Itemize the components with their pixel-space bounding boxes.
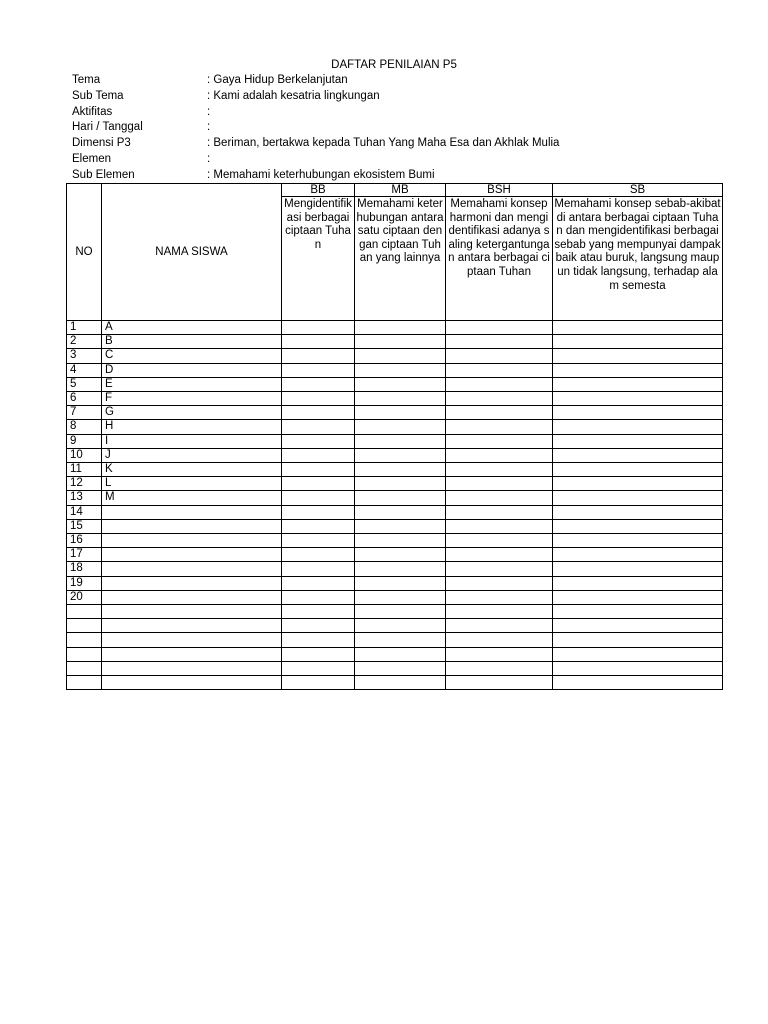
student-name — [102, 519, 282, 533]
student-name — [102, 619, 282, 633]
table-row — [67, 377, 723, 391]
row-number: 11 — [67, 463, 102, 477]
student-name: A — [102, 321, 282, 335]
level-description-sb: Memahami konsep sebab-akibat di antara berbagai ciptaan Tuhan dan mengidentifikasi berbagai sebab yang mempunyai dampak baik atau buruk, langsung maupun tidak langsung, terhadap alam semesta — [553, 197, 723, 321]
score-cell-bb[interactable] — [282, 633, 355, 647]
score-cell-mb[interactable] — [355, 519, 446, 533]
level-description-mb: Memahami keterhubungan antara satu ciptaan dengan ciptaan Tuhan yang lainnya — [355, 197, 446, 321]
score-cell-sb[interactable] — [553, 377, 723, 391]
level-code-bsh: BSH — [446, 184, 553, 197]
row-number — [67, 661, 102, 675]
score-cell-sb[interactable] — [553, 363, 723, 377]
meta-value: : Gaya Hidup Berkelanjutan — [207, 74, 348, 86]
score-cell-sb[interactable] — [553, 590, 723, 604]
score-cell-mb[interactable] — [355, 647, 446, 661]
score-cell-mb[interactable] — [355, 562, 446, 576]
score-cell-sb[interactable] — [553, 448, 723, 462]
score-cell-mb[interactable] — [355, 448, 446, 462]
student-name: K — [102, 463, 282, 477]
score-cell-bb[interactable] — [282, 363, 355, 377]
row-number: 12 — [67, 477, 102, 491]
score-cell-bb[interactable] — [282, 519, 355, 533]
table-row — [67, 434, 723, 448]
score-cell-mb[interactable] — [355, 477, 446, 491]
table-row — [67, 619, 723, 633]
student-name: C — [102, 349, 282, 363]
meta-row — [72, 105, 722, 121]
meta-value: : Kami adalah kesatria lingkungan — [207, 89, 380, 102]
student-rows — [67, 321, 723, 690]
score-cell-bb[interactable] — [282, 576, 355, 590]
meta-row — [72, 89, 722, 105]
table-row — [67, 448, 723, 462]
row-number: 2 — [67, 335, 102, 349]
row-number — [67, 647, 102, 661]
meta-info — [72, 73, 722, 184]
score-cell-bsh[interactable] — [446, 491, 553, 505]
student-name: B — [102, 335, 282, 349]
score-cell-mb[interactable] — [355, 576, 446, 590]
row-number: 3 — [67, 349, 102, 363]
meta-value: : — [207, 105, 211, 118]
row-number: 15 — [67, 519, 102, 533]
score-cell-mb[interactable] — [355, 491, 446, 505]
row-number: 17 — [67, 548, 102, 562]
score-cell-sb[interactable] — [553, 661, 723, 675]
meta-value: : — [207, 152, 211, 165]
score-cell-bsh[interactable] — [446, 590, 553, 604]
row-number: 14 — [67, 505, 102, 519]
row-number: 13 — [67, 491, 102, 505]
score-cell-mb[interactable] — [355, 349, 446, 363]
student-name — [102, 534, 282, 548]
score-cell-bsh[interactable] — [446, 335, 553, 349]
student-name: L — [102, 477, 282, 491]
score-cell-sb[interactable] — [553, 619, 723, 633]
score-cell-sb[interactable] — [553, 505, 723, 519]
score-cell-sb[interactable] — [553, 349, 723, 363]
score-cell-mb[interactable] — [355, 377, 446, 391]
score-cell-sb[interactable] — [553, 676, 723, 690]
student-name — [102, 590, 282, 604]
score-cell-mb[interactable] — [355, 321, 446, 335]
table-row — [67, 605, 723, 619]
row-number: 18 — [67, 562, 102, 576]
score-cell-bsh[interactable] — [446, 505, 553, 519]
score-cell-bsh[interactable] — [446, 562, 553, 576]
meta-row — [72, 168, 722, 184]
score-cell-mb[interactable] — [355, 548, 446, 562]
student-name — [102, 562, 282, 576]
score-cell-bb[interactable] — [282, 534, 355, 548]
score-cell-bb[interactable] — [282, 406, 355, 420]
score-cell-bsh[interactable] — [446, 619, 553, 633]
student-name: G — [102, 406, 282, 420]
row-number: 1 — [67, 321, 102, 335]
score-cell-sb[interactable] — [553, 534, 723, 548]
score-cell-sb[interactable] — [553, 406, 723, 420]
meta-label: Elemen — [72, 152, 111, 165]
score-cell-bb[interactable] — [282, 477, 355, 491]
row-number — [67, 676, 102, 690]
student-name — [102, 633, 282, 647]
table-row — [67, 676, 723, 690]
row-number: 9 — [67, 434, 102, 448]
score-cell-bb[interactable] — [282, 349, 355, 363]
table-row — [67, 491, 723, 505]
level-code-mb: MB — [355, 184, 446, 197]
score-cell-sb[interactable] — [553, 420, 723, 434]
meta-label: Sub Tema — [72, 89, 124, 102]
score-cell-sb[interactable] — [553, 477, 723, 491]
table-row — [67, 505, 723, 519]
score-cell-mb[interactable] — [355, 633, 446, 647]
score-cell-bb[interactable] — [282, 321, 355, 335]
score-cell-bb[interactable] — [282, 619, 355, 633]
table-row — [67, 548, 723, 562]
student-name: D — [102, 363, 282, 377]
table-row — [67, 519, 723, 533]
level-code-bb: BB — [282, 184, 355, 197]
student-name — [102, 505, 282, 519]
score-cell-bsh[interactable] — [446, 363, 553, 377]
score-cell-bsh[interactable] — [446, 605, 553, 619]
score-cell-mb[interactable] — [355, 676, 446, 690]
meta-row — [72, 120, 722, 136]
level-description-bb: Mengidentifikasi berbagai ciptaan Tuhan — [282, 197, 355, 321]
table-row — [67, 363, 723, 377]
score-cell-bsh[interactable] — [446, 377, 553, 391]
table-row — [67, 406, 723, 420]
score-cell-mb[interactable] — [355, 420, 446, 434]
score-cell-mb[interactable] — [355, 534, 446, 548]
score-cell-bb[interactable] — [282, 335, 355, 349]
student-name: F — [102, 392, 282, 406]
table-row — [67, 321, 723, 335]
score-cell-mb[interactable] — [355, 406, 446, 420]
document-title: DAFTAR PENILAIAN P5 — [331, 59, 457, 71]
table-row — [67, 562, 723, 576]
row-number — [67, 633, 102, 647]
score-cell-bb[interactable] — [282, 463, 355, 477]
score-cell-bsh[interactable] — [446, 463, 553, 477]
row-number: 7 — [67, 406, 102, 420]
column-header-no: NO — [67, 184, 102, 321]
score-cell-bb[interactable] — [282, 562, 355, 576]
score-cell-bsh[interactable] — [446, 647, 553, 661]
score-cell-bsh[interactable] — [446, 676, 553, 690]
meta-label: Sub Elemen — [72, 168, 135, 181]
score-cell-bb[interactable] — [282, 605, 355, 619]
assessment-table — [66, 183, 723, 690]
score-cell-bb[interactable] — [282, 647, 355, 661]
score-cell-sb[interactable] — [553, 392, 723, 406]
row-number — [67, 619, 102, 633]
student-name — [102, 676, 282, 690]
row-number: 5 — [67, 377, 102, 391]
row-number: 8 — [67, 420, 102, 434]
score-cell-mb[interactable] — [355, 434, 446, 448]
score-cell-bb[interactable] — [282, 448, 355, 462]
row-number: 10 — [67, 448, 102, 462]
level-code-sb: SB — [553, 184, 723, 197]
score-cell-sb[interactable] — [553, 491, 723, 505]
score-cell-sb[interactable] — [553, 321, 723, 335]
score-cell-sb[interactable] — [553, 605, 723, 619]
score-cell-bb[interactable] — [282, 392, 355, 406]
meta-row — [72, 73, 722, 89]
score-cell-sb[interactable] — [553, 647, 723, 661]
score-cell-sb[interactable] — [553, 335, 723, 349]
row-number: 16 — [67, 534, 102, 548]
score-cell-sb[interactable] — [553, 576, 723, 590]
student-name — [102, 576, 282, 590]
meta-row — [72, 152, 722, 168]
score-cell-bsh[interactable] — [446, 661, 553, 675]
meta-value: : — [207, 121, 211, 134]
score-cell-bsh[interactable] — [446, 633, 553, 647]
meta-value: : Memahami keterhubungan ekosistem Bumi — [207, 168, 435, 181]
student-name: E — [102, 377, 282, 391]
score-cell-bsh[interactable] — [446, 448, 553, 462]
score-cell-bsh[interactable] — [446, 392, 553, 406]
score-cell-sb[interactable] — [553, 562, 723, 576]
student-name — [102, 661, 282, 675]
score-cell-bsh[interactable] — [446, 406, 553, 420]
score-cell-mb[interactable] — [355, 661, 446, 675]
score-cell-mb[interactable] — [355, 619, 446, 633]
table-row — [67, 463, 723, 477]
student-name: M — [102, 491, 282, 505]
score-cell-sb[interactable] — [553, 633, 723, 647]
student-name: I — [102, 434, 282, 448]
table-row — [67, 335, 723, 349]
score-cell-bb[interactable] — [282, 676, 355, 690]
score-cell-bb[interactable] — [282, 505, 355, 519]
row-number: 6 — [67, 392, 102, 406]
student-name — [102, 605, 282, 619]
student-name: H — [102, 420, 282, 434]
score-cell-mb[interactable] — [355, 392, 446, 406]
meta-row — [72, 136, 722, 152]
meta-label: Dimensi P3 — [72, 137, 131, 150]
score-cell-mb[interactable] — [355, 335, 446, 349]
score-cell-bb[interactable] — [282, 548, 355, 562]
score-cell-bb[interactable] — [282, 420, 355, 434]
score-cell-sb[interactable] — [553, 434, 723, 448]
score-cell-bb[interactable] — [282, 377, 355, 391]
score-cell-mb[interactable] — [355, 605, 446, 619]
row-number: 4 — [67, 363, 102, 377]
score-cell-bb[interactable] — [282, 434, 355, 448]
score-cell-bsh[interactable] — [446, 519, 553, 533]
table-row — [67, 420, 723, 434]
score-cell-bsh[interactable] — [446, 434, 553, 448]
table-row — [67, 633, 723, 647]
meta-label: Hari / Tanggal — [72, 121, 143, 134]
score-cell-mb[interactable] — [355, 363, 446, 377]
score-cell-sb[interactable] — [553, 463, 723, 477]
table-row — [67, 647, 723, 661]
score-cell-mb[interactable] — [355, 463, 446, 477]
score-cell-bsh[interactable] — [446, 321, 553, 335]
score-cell-bsh[interactable] — [446, 548, 553, 562]
score-cell-bb[interactable] — [282, 590, 355, 604]
meta-label: Tema — [72, 74, 101, 86]
student-name: J — [102, 448, 282, 462]
table-row — [67, 349, 723, 363]
table-row — [67, 576, 723, 590]
score-cell-bb[interactable] — [282, 491, 355, 505]
table-row — [67, 661, 723, 675]
score-cell-bb[interactable] — [282, 661, 355, 675]
score-cell-bsh[interactable] — [446, 349, 553, 363]
column-header-nama-siswa: NAMA SISWA — [102, 184, 282, 321]
level-description-bsh: Memahami konsep harmoni dan mengidentifikasi adanya saling ketergantungan antara berbagai ciptaan Tuhan — [446, 197, 553, 321]
table-row — [67, 590, 723, 604]
table-row — [67, 477, 723, 491]
score-cell-sb[interactable] — [553, 548, 723, 562]
score-cell-bsh[interactable] — [446, 420, 553, 434]
meta-label: Aktifitas — [72, 105, 113, 118]
header-row-levels — [67, 184, 723, 197]
row-number: 20 — [67, 590, 102, 604]
table-row — [67, 392, 723, 406]
student-name — [102, 647, 282, 661]
meta-value: : Beriman, bertakwa kepada Tuhan Yang Maha Esa dan Akhlak Mulia — [207, 137, 560, 150]
score-cell-mb[interactable] — [355, 590, 446, 604]
student-name — [102, 548, 282, 562]
score-cell-bsh[interactable] — [446, 576, 553, 590]
row-number: 19 — [67, 576, 102, 590]
score-cell-bsh[interactable] — [446, 477, 553, 491]
row-number — [67, 605, 102, 619]
score-cell-mb[interactable] — [355, 505, 446, 519]
score-cell-sb[interactable] — [553, 519, 723, 533]
table-row — [67, 534, 723, 548]
score-cell-bsh[interactable] — [446, 534, 553, 548]
